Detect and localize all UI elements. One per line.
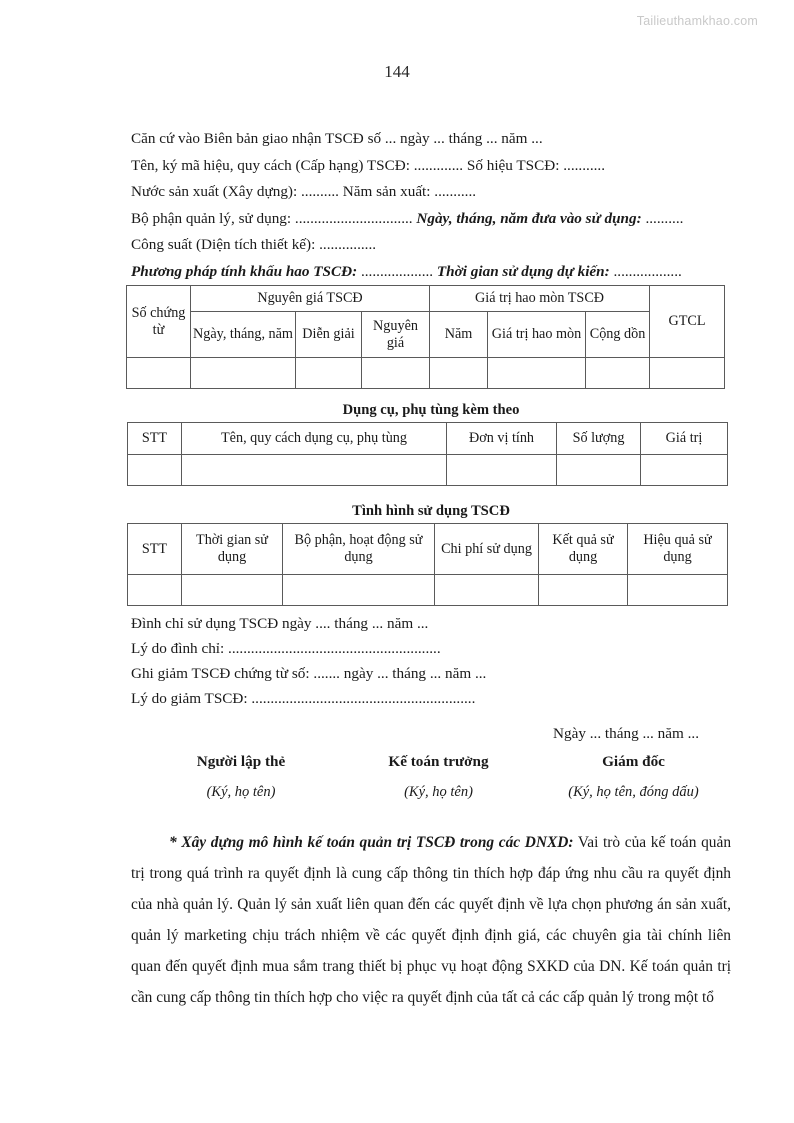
header-line-3: Nước sản xuất (Xây dựng): .......... Năm sản xuất: ........... (131, 183, 477, 200)
th-voucher-no: Số chứng từ (127, 286, 191, 358)
in-service-date-label: Ngày, tháng, năm đưa vào sử dụng: (416, 209, 642, 227)
cell-usage-department[interactable] (283, 575, 435, 606)
cell-tools-quantity[interactable] (557, 455, 641, 486)
department-suffix: .......... (645, 209, 684, 227)
th-tools-stt: STT (128, 423, 182, 455)
table-row (128, 455, 728, 486)
signature-col-preparer (131, 753, 341, 801)
table-row (127, 286, 725, 312)
th-tools-unit: Đơn vị tính (447, 423, 557, 455)
table-tools (127, 422, 728, 486)
th-accumulated: Cộng dồn (586, 312, 650, 358)
th-usage-department: Bộ phận, hoạt động sử dụng (283, 524, 435, 575)
footer-line-1: Đình chỉ sử dụng TSCĐ ngày .... tháng ... năm ... (131, 615, 429, 632)
department-prefix: Bộ phận quản lý, sử dụng: ............................... (131, 209, 413, 227)
paragraph-body: Vai trò của kế toán quản trị trong quá trình ra quyết định là cung cấp thông tin thích hợp đáp ứng nhu cầu ra quyết định của nhà quản lý. Quản lý sản xuất liên quan đến các quyết định về lựa chọn phương án sản xuất, quản lý marketing chịu trách nhiệm về các quyết định định giá, các chuyên gia tài chính liên quan đến quyết định mua sắm trang thiết bị phục vụ hoạt động SXKD của DN. Kế toán quản trị cần cung cấp thông tin thích hợp cho việc ra quyết định của tất cả các cấp quản lý trong một tổ (131, 834, 732, 1006)
footer-line-3: Ghi giảm TSCĐ chứng từ số: ....... ngày ... tháng ... năm ... (131, 665, 487, 682)
cell-voucher-no[interactable] (127, 358, 191, 389)
cell-year[interactable] (430, 358, 488, 389)
footer-line-2: Lý do đình chỉ: ........................................................ (131, 640, 441, 657)
depreciation-line (131, 259, 731, 286)
signature-sub-preparer: (Ký, họ tên) (206, 784, 276, 800)
cell-tools-stt[interactable] (128, 455, 182, 486)
cell-usage-time[interactable] (182, 575, 283, 606)
th-original-value: Nguyên giá (362, 312, 430, 358)
th-tools-name: Tên, quy cách dụng cụ, phụ tùng (182, 423, 447, 455)
footer-line-4: Lý do giảm TSCĐ: ........................................................... (131, 690, 476, 707)
header-line-2: Tên, ký mã hiệu, quy cách (Cấp hạng) TSCĐ: ............. Số hiệu TSCĐ: ........... (131, 156, 606, 174)
header-line-1: Căn cứ vào Biên bản giao nhận TSCĐ số ... ngày ... tháng ... năm ... (131, 130, 543, 147)
depreciation-method-label: Phương pháp tính khấu hao TSCĐ: (131, 262, 358, 280)
th-usage-time: Thời gian sử dụng (182, 524, 283, 575)
table-row (128, 524, 728, 575)
cell-usage-result[interactable] (539, 575, 628, 606)
cell-gtcl[interactable] (650, 358, 725, 389)
cell-depreciation-value[interactable] (488, 358, 586, 389)
capacity-line: Công suất (Diện tích thiết kế): ............... (131, 236, 377, 253)
page-number: 144 (384, 62, 410, 81)
cell-tools-unit[interactable] (447, 455, 557, 486)
table-row (128, 575, 728, 606)
th-tools-quantity: Số lượng (557, 423, 641, 455)
signature-col-chief-accountant (341, 753, 536, 801)
table-fixed-asset (126, 285, 725, 389)
signature-date-line: Ngày ... tháng ... năm ... (553, 725, 699, 742)
cell-date[interactable] (191, 358, 296, 389)
th-explanation: Diễn giải (296, 312, 362, 358)
table-row (127, 312, 725, 358)
th-year: Năm (430, 312, 488, 358)
th-tools-value: Giá trị (641, 423, 728, 455)
department-line (131, 206, 731, 233)
signature-row (131, 753, 731, 801)
table-tools-title: Dụng cụ, phụ tùng kèm theo (342, 402, 520, 418)
signature-title-preparer: Người lập thẻ (196, 753, 286, 770)
cell-usage-cost[interactable] (435, 575, 539, 606)
table-row (127, 358, 725, 389)
th-usage-stt: STT (128, 524, 182, 575)
signature-title-director: Giám đốc (602, 753, 665, 770)
cell-usage-stt[interactable] (128, 575, 182, 606)
cell-explanation[interactable] (296, 358, 362, 389)
th-date: Ngày, tháng, năm (191, 312, 296, 358)
signature-title-chief-accountant: Kế toán trưởng (388, 753, 489, 770)
body-paragraph (131, 827, 731, 1013)
watermark-text: Tailieuthamkhao.com (636, 14, 758, 28)
document-content (131, 126, 731, 1013)
useful-life-dots: .................. (613, 262, 682, 280)
cell-tools-name[interactable] (182, 455, 447, 486)
paragraph-lead: * Xây dựng mô hình kế toán quản trị TSCĐ trong các DNXD: (169, 834, 574, 851)
th-usage-efficiency: Hiệu quả sử dụng (628, 524, 728, 575)
table-usage-title: Tình hình sử dụng TSCĐ (352, 503, 510, 519)
th-usage-result: Kết quả sử dụng (539, 524, 628, 575)
cell-accumulated[interactable] (586, 358, 650, 389)
signature-col-director (536, 753, 731, 801)
table-row (128, 423, 728, 455)
th-gtcl: GTCL (650, 286, 725, 358)
cell-original-value[interactable] (362, 358, 430, 389)
useful-life-label: Thời gian sử dụng dự kiến: (436, 262, 610, 280)
table-usage (127, 523, 728, 606)
cell-tools-value[interactable] (641, 455, 728, 486)
th-group-depreciation: Giá trị hao mòn TSCĐ (430, 286, 650, 312)
th-depreciation-value: Giá trị hao mòn (488, 312, 586, 358)
signature-sub-director: (Ký, họ tên, đóng dấu) (568, 784, 699, 800)
th-group-original-cost: Nguyên giá TSCĐ (191, 286, 430, 312)
th-usage-cost: Chi phí sử dụng (435, 524, 539, 575)
cell-usage-efficiency[interactable] (628, 575, 728, 606)
depreciation-method-dots: ................... (360, 262, 434, 280)
signature-sub-chief-accountant: (Ký, họ tên) (404, 784, 473, 800)
